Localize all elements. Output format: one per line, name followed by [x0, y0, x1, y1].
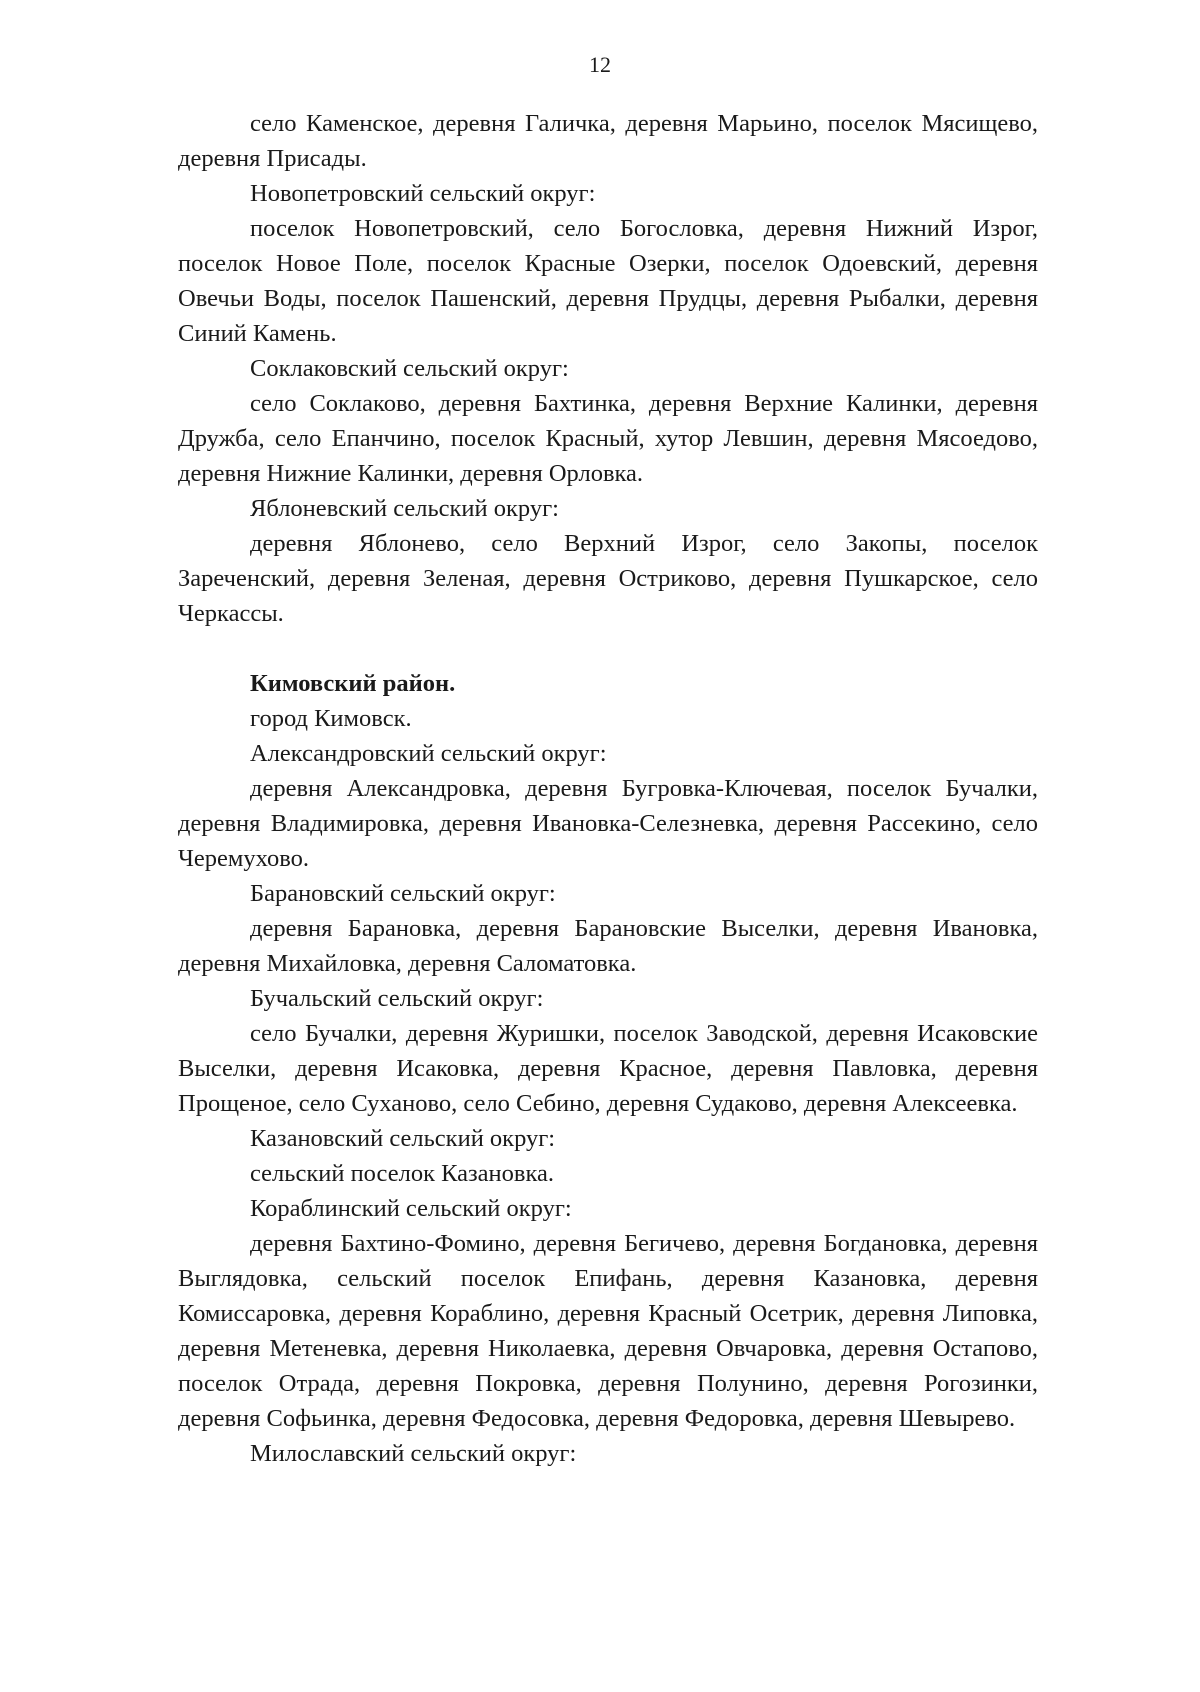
district-heading-miloslavsky: Милославский сельский округ:	[250, 1440, 577, 1467]
district-heading-buchalsky: Бучальский сельский округ:	[250, 985, 544, 1012]
settlement-list-baranovsky: деревня Барановка, деревня Барановские Выселки, деревня Ивановка, деревня Михайловка, деревня Саломатовка.	[178, 915, 1038, 977]
settlement-list-buchalsky: село Бучалки, деревня Журишки, поселок Заводской, деревня Исаковские Выселки, деревня Исаковка, деревня Красное, деревня Павловка, деревня Прощеное, село Суханово, село Себино, деревня Судаково, деревня Алексеевка.	[178, 1020, 1038, 1117]
document-body	[178, 106, 1038, 1471]
district-heading-baranovsky: Барановский сельский округ:	[250, 880, 556, 907]
city-kimovsk: город Кимовск.	[250, 705, 412, 732]
settlement-list-novopetrovsky: поселок Новопетровский, село Богословка, деревня Нижний Изрог, поселок Новое Поле, поселок Красные Озерки, поселок Одоевский, деревня Овечьи Воды, поселок Пашенский, деревня Прудцы, деревня Рыбалки, деревня Синий Камень.	[178, 215, 1038, 347]
settlement-list-soklakovsky: село Соклаково, деревня Бахтинка, деревня Верхние Калинки, деревня Дружба, село Епанчино, поселок Красный, хутор Левшин, деревня Мясоедово, деревня Нижние Калинки, деревня Орловка.	[178, 390, 1038, 487]
settlement-list-kazanovsky: сельский поселок Казановка.	[250, 1160, 555, 1187]
district-heading-novopetrovsky: Новопетровский сельский округ:	[250, 180, 596, 207]
settlement-list-yablonevsky: деревня Яблонево, село Верхний Изрог, село Закопы, поселок Зареченский, деревня Зеленая, деревня Остриково, деревня Пушкарское, село Черкассы.	[178, 530, 1038, 627]
district-heading-yablonevsky: Яблоневский сельский округ:	[250, 495, 559, 522]
district-heading-korablinsky: Кораблинский сельский округ:	[250, 1195, 572, 1222]
settlement-list-kamenskoe: село Каменское, деревня Галичка, деревня Марьино, поселок Мясищево, деревня Присады.	[178, 110, 1038, 172]
region-heading-kimovsky: Кимовский район.	[250, 670, 456, 697]
district-heading-kazanovsky: Казановский сельский округ:	[250, 1125, 556, 1152]
settlement-list-korablinsky: деревня Бахтино-Фомино, деревня Бегичево, деревня Богдановка, деревня Выглядовка, сельский поселок Епифань, деревня Казановка, деревня Комиссаровка, деревня Кораблино, деревня Красный Осетрик, деревня Липовка, деревня Метеневка, деревня Николаевка, деревня Овчаровка, деревня Остапово, поселок Отрада, деревня Покровка, деревня Полунино, деревня Рогозинки, деревня Софьинка, деревня Федосовка, деревня Федоровка, деревня Шевырево.	[178, 1230, 1038, 1432]
settlement-list-aleksandrovsky: деревня Александровка, деревня Бугровка-Ключевая, поселок Бучалки, деревня Владимировка, деревня Ивановка-Селезневка, деревня Рассекино, село Черемухово.	[178, 775, 1038, 872]
district-heading-aleksandrovsky: Александровский сельский округ:	[250, 740, 607, 767]
page-number: 12	[589, 52, 611, 77]
district-heading-soklakovsky: Соклаковский сельский округ:	[250, 355, 569, 382]
